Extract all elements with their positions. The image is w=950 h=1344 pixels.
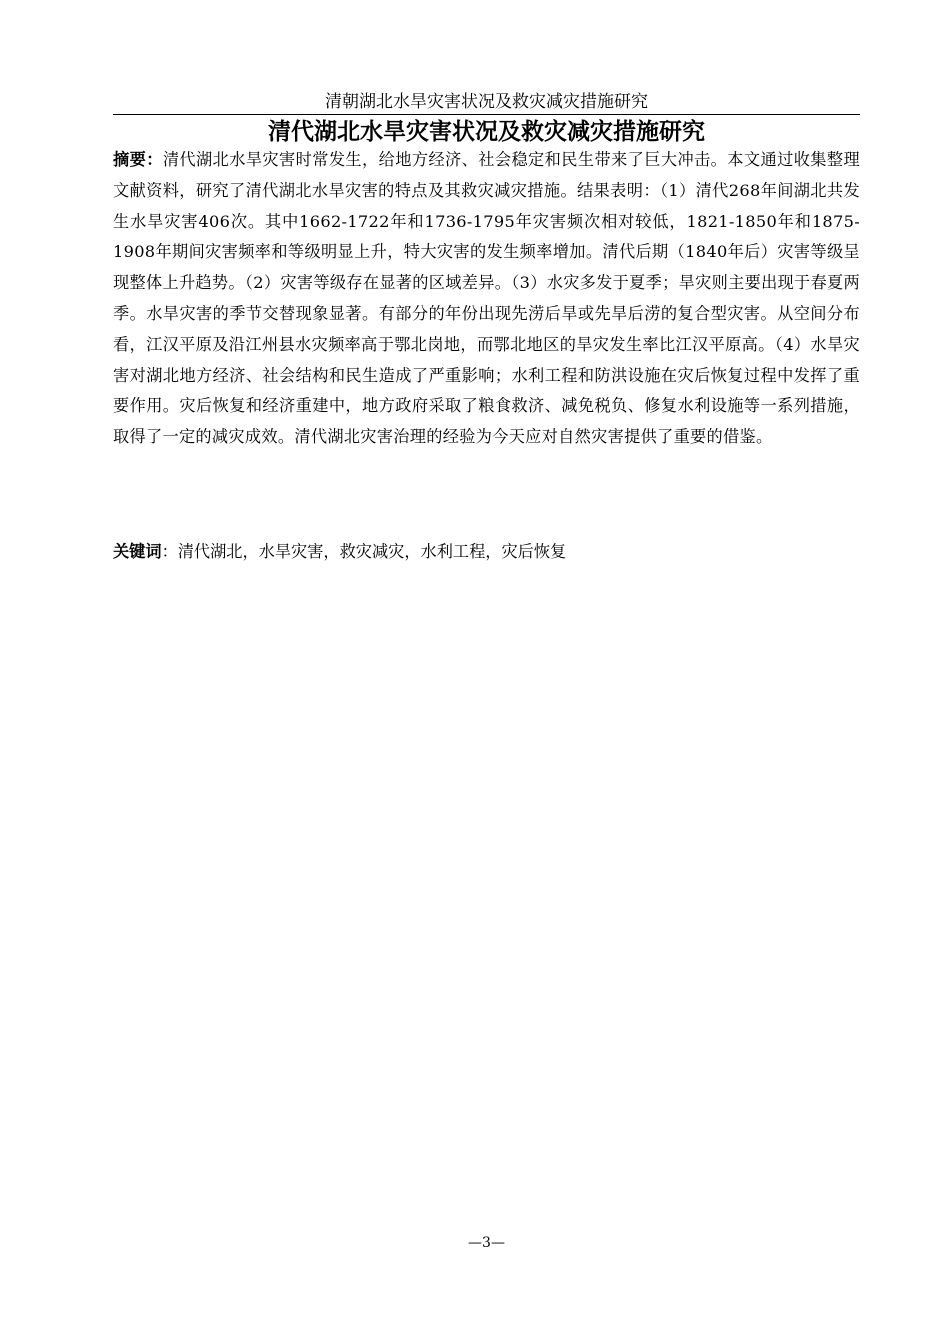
keywords-separator: ： bbox=[161, 542, 178, 561]
keywords-label: 关键词 bbox=[113, 542, 162, 561]
keywords-paragraph bbox=[113, 537, 860, 567]
header-rule bbox=[113, 114, 860, 115]
abstract-label: 摘要： bbox=[113, 150, 163, 169]
page-number: —3— bbox=[468, 1235, 505, 1251]
running-header: 清朝湖北水旱灾害状况及救灾减灾措施研究 bbox=[325, 92, 648, 112]
abstract-text: 清代湖北水旱灾害时常发生，给地方经济、社会稳定和民生带来了巨大冲击。本文通过收集整理文献资料，研究了清代湖北水旱灾害的特点及其救灾减灾措施。结果表明：（1）清代268年间湖北共发生水旱灾害406次。其中1662-1722年和1736-1795年灾害频次相对较低，1821-1850年和1875-1908年期间灾害频率和等级明显上升，特大灾害的发生频率增加。清代后期（1840年后）灾害等级呈现整体上升趋势。（2）灾害等级存在显著的区域差异。（3）水灾多发于夏季；旱灾则主要出现于春夏两季。水旱灾害的季节交替现象显著。有部分的年份出现先涝后旱或先旱后涝的复合型灾害。从空间分布看，江汉平原及沿江州县水灾频率高于鄂北岗地，而鄂北地区的旱灾发生率比江汉平原高。（4）水旱灾害对湖北地方经济、社会结构和民生造成了严重影响；水利工程和防洪设施在灾后恢复过程中发挥了重要作用。灾后恢复和经济重建中，地方政府采取了粮食救济、减免税负、修复水利设施等一系列措施，取得了一定的减灾成效。清代湖北灾害治理的经验为今天应对自然灾害提供了重要的借鉴。 bbox=[113, 150, 860, 447]
keywords-text: 清代湖北，水旱灾害，救灾减灾，水利工程，灾后恢复 bbox=[177, 542, 567, 561]
abstract-paragraph bbox=[113, 145, 860, 453]
document-title: 清代湖北水旱灾害状况及救灾减灾措施研究 bbox=[268, 119, 705, 145]
